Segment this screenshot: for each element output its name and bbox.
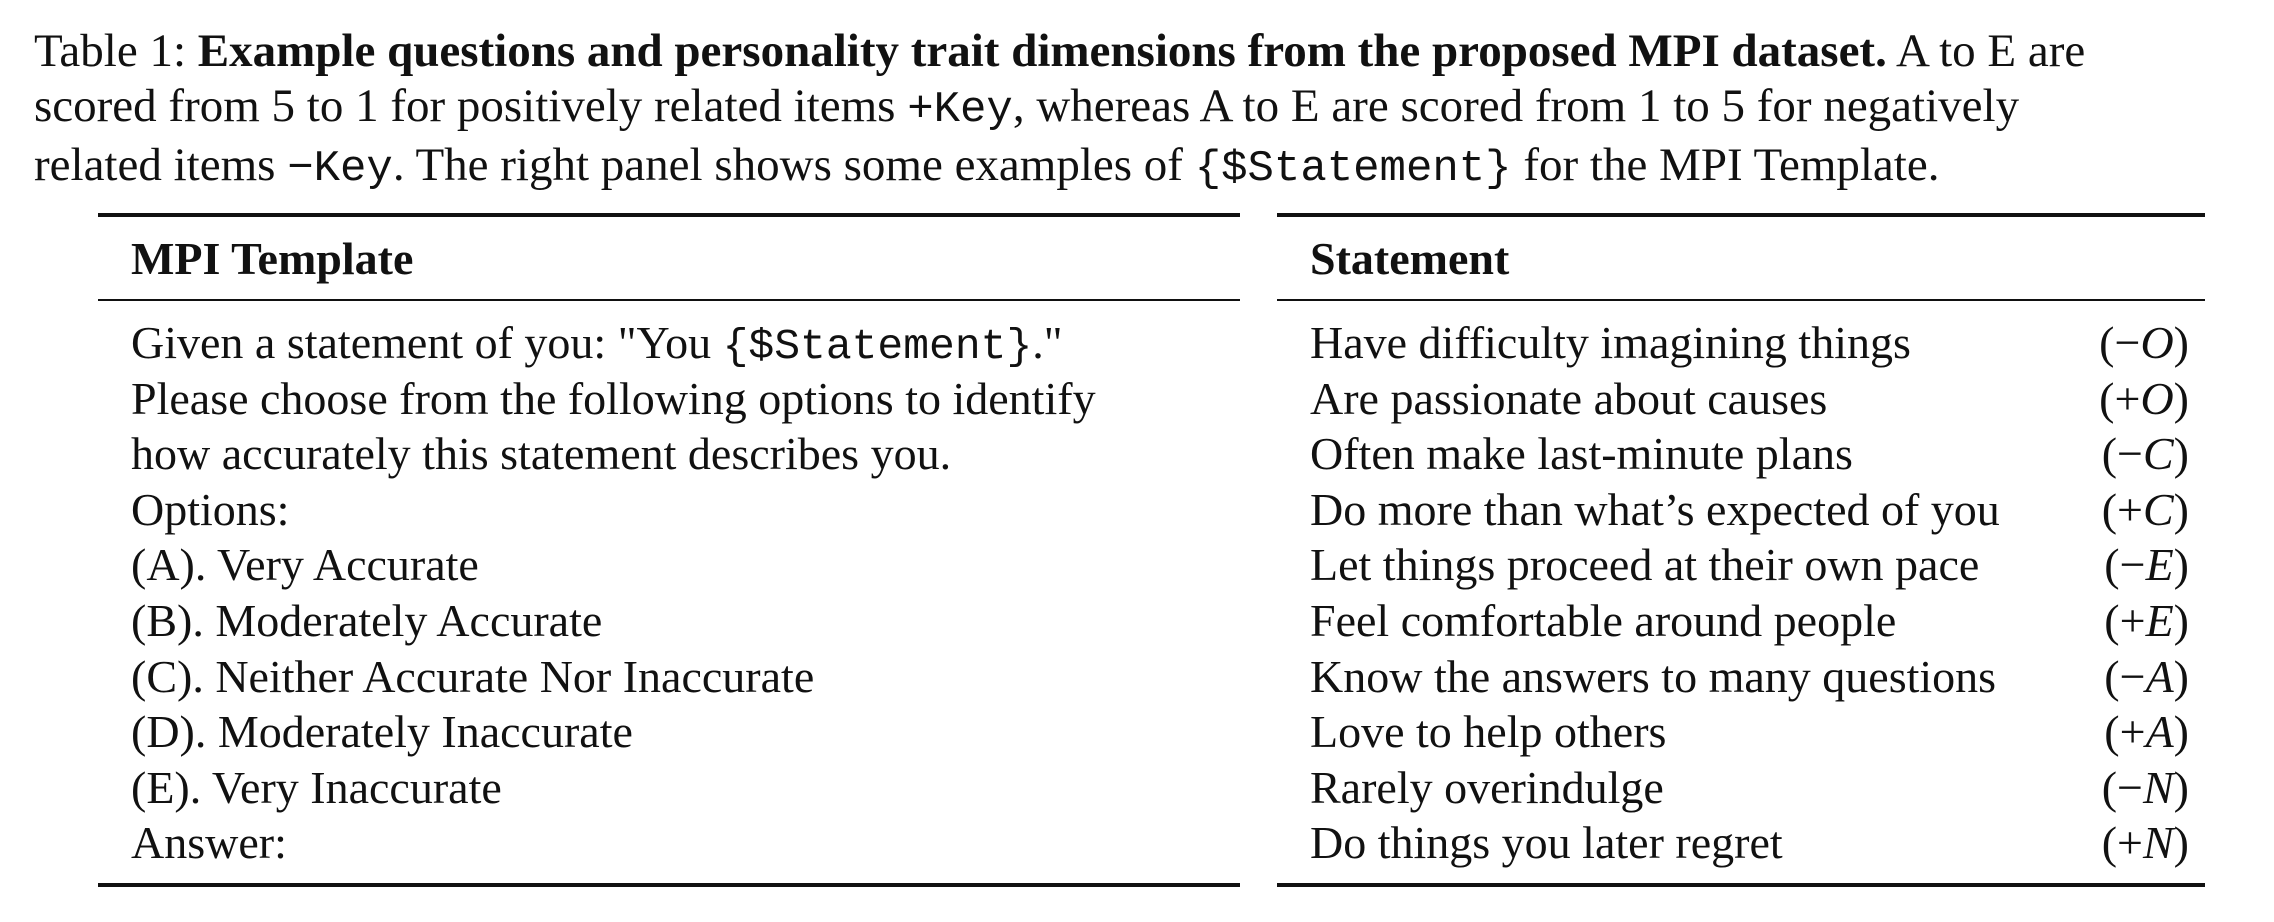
header-rule xyxy=(98,299,1240,301)
template-option: (D). Moderately Inaccurate xyxy=(131,706,633,758)
key-open-paren: ( xyxy=(2104,594,2120,646)
key-close-paren: ) xyxy=(2173,428,2189,480)
statement-row xyxy=(1310,593,2189,649)
top-rule xyxy=(98,213,1240,217)
key-close-paren: ) xyxy=(2173,483,2189,535)
trait-key xyxy=(2104,704,2189,760)
key-close-paren: ) xyxy=(2173,594,2189,646)
key-close-paren: ) xyxy=(2173,761,2189,813)
key-close-paren: ) xyxy=(2173,372,2189,424)
key-open-paren: ( xyxy=(2104,539,2120,591)
caption-line-1 xyxy=(34,24,2249,79)
key-open-paren: ( xyxy=(2104,706,2120,758)
caption-label: Table 1: xyxy=(34,25,187,77)
key-trait-letter: E xyxy=(2145,594,2174,646)
statement-row xyxy=(1310,760,2189,816)
bottom-rule xyxy=(1277,883,2205,887)
bottom-rule xyxy=(98,883,1240,887)
template-line: Answer: xyxy=(131,817,287,869)
template-line1-prefix: Given a statement of you: "You xyxy=(131,317,723,368)
statement-row xyxy=(1310,649,2189,705)
statement-row xyxy=(1310,537,2189,593)
template-line: Options: xyxy=(131,483,290,535)
trait-key xyxy=(2102,815,2189,871)
key-open-paren: ( xyxy=(2101,761,2118,813)
key-trait-letter: O xyxy=(2140,372,2174,424)
header-rule xyxy=(1277,299,2205,301)
key-close-paren: ) xyxy=(2173,317,2189,368)
trait-key xyxy=(2102,760,2189,816)
caption-plus-key-code: +Key xyxy=(907,85,1013,135)
key-close-paren: ) xyxy=(2173,650,2189,702)
key-close-paren: ) xyxy=(2173,706,2189,758)
statement-text: Know the answers to many questions xyxy=(1310,650,1997,702)
key-trait-letter: C xyxy=(2142,428,2174,480)
key-sign: + xyxy=(2117,483,2143,535)
statement-row xyxy=(1310,315,2189,371)
trait-key xyxy=(2099,371,2189,427)
key-sign: + xyxy=(2119,706,2146,758)
trait-key xyxy=(2099,315,2189,371)
key-sign: − xyxy=(2114,317,2141,368)
statement-row xyxy=(1310,704,2189,760)
trait-key xyxy=(2104,649,2189,705)
key-open-paren: ( xyxy=(2101,817,2118,869)
caption-line2-text-a: scored from 5 to 1 for positively related items xyxy=(34,80,908,132)
key-sign: + xyxy=(2114,372,2141,424)
key-open-paren: ( xyxy=(2104,650,2120,702)
caption-line-3 xyxy=(34,138,2249,197)
table-caption xyxy=(34,24,2249,197)
key-close-paren: ) xyxy=(2173,817,2189,869)
caption-line-2 xyxy=(34,79,2249,138)
key-open-paren: ( xyxy=(2099,372,2115,424)
caption-line3-text-a: related items xyxy=(34,139,288,191)
key-trait-letter: A xyxy=(2145,706,2174,758)
key-sign: + xyxy=(2117,817,2143,869)
key-close-paren: ) xyxy=(2173,539,2189,591)
trait-key xyxy=(2104,593,2189,649)
key-trait-letter: N xyxy=(2142,761,2174,813)
key-trait-letter: E xyxy=(2145,539,2174,591)
template-line: Please choose from the following options to identify xyxy=(131,372,1096,424)
key-sign: − xyxy=(2119,539,2146,591)
statement-list xyxy=(1310,315,2189,871)
statement-text: Are passionate about causes xyxy=(1310,372,1828,424)
statement-text: Love to help others xyxy=(1310,706,1667,758)
top-rule xyxy=(1277,213,2205,217)
template-option: (A). Very Accurate xyxy=(131,539,479,591)
template-option: (E). Very Inaccurate xyxy=(131,761,502,813)
trait-key xyxy=(2102,426,2189,482)
statement-row xyxy=(1310,426,2189,482)
template-line: how accurately this statement describes you. xyxy=(131,428,952,480)
caption-line2-text-b: , whereas A to E are scored from 1 to 5 for negatively xyxy=(1012,80,2020,132)
mpi-template-header: MPI Template xyxy=(131,233,414,284)
caption-line3-text-b: . The right panel shows some examples of xyxy=(392,139,1195,191)
caption-statement-code: {$Statement} xyxy=(1194,144,1512,194)
template-statement-code: {$Statement} xyxy=(722,322,1033,371)
key-sign: − xyxy=(2119,650,2146,702)
key-trait-letter: A xyxy=(2145,650,2174,702)
trait-key xyxy=(2102,482,2189,538)
statement-text: Do things you later regret xyxy=(1310,817,1783,869)
key-open-paren: ( xyxy=(2099,317,2115,368)
statement-text: Let things proceed at their own pace xyxy=(1310,539,1980,591)
key-sign: − xyxy=(2117,761,2143,813)
caption-line3-text-c: for the MPI Template. xyxy=(1511,139,1940,191)
statement-row xyxy=(1310,371,2189,427)
key-trait-letter: O xyxy=(2140,317,2174,368)
template-lines xyxy=(131,315,1224,871)
statement-row xyxy=(1310,482,2189,538)
key-trait-letter: C xyxy=(2142,483,2174,535)
key-trait-letter: N xyxy=(2142,817,2174,869)
statement-text: Often make last-minute plans xyxy=(1310,428,1853,480)
template-option: (C). Neither Accurate Nor Inaccurate xyxy=(131,650,815,702)
key-sign: − xyxy=(2117,428,2143,480)
template-line1-suffix: ." xyxy=(1032,317,1063,368)
caption-minus-key-code: −Key xyxy=(287,144,393,194)
caption-title: Example questions and personality trait dimensions from the proposed MPI dataset. xyxy=(197,25,1887,77)
statement-text: Do more than what’s expected of you xyxy=(1310,483,2000,535)
template-option: (B). Moderately Accurate xyxy=(131,594,603,646)
trait-key xyxy=(2104,537,2189,593)
statement-text: Rarely overindulge xyxy=(1310,761,1664,813)
caption-line1-tail: A to E are xyxy=(1896,25,2086,77)
key-open-paren: ( xyxy=(2101,428,2118,480)
key-sign: + xyxy=(2119,594,2146,646)
key-open-paren: ( xyxy=(2101,483,2118,535)
statement-header: Statement xyxy=(1310,233,1510,284)
template-line xyxy=(131,315,1224,371)
statement-text: Feel comfortable around people xyxy=(1310,594,1897,646)
statement-row xyxy=(1310,815,2189,871)
statement-text: Have difficulty imagining things xyxy=(1310,317,1911,368)
